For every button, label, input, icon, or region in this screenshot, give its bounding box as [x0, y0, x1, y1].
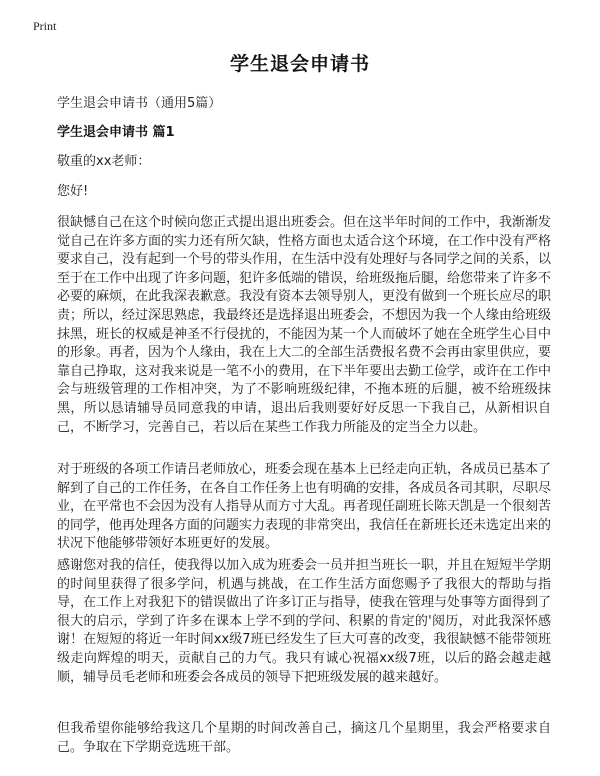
- document-title: 学生退会申请书: [229, 53, 370, 75]
- body-paragraph-4: 但我希望你能够给我这几个星期的时间改善自己，摘这几个星期里，我会严格要求自己。争取在下学期竞选班干部。: [57, 721, 551, 755]
- body-paragraph-1: 很缺憾自己在这个时候向您正式提出退出班委会。但在这半年时间的工作中，我渐渐发觉自己在许多方面的实力还有所欠缺，性格方面也太适合这个环境，在工作中没有严格要求自己，没有起到一个号的带头作用，在生活中没有处理好与各同学之间的关系，以至于在工作中出现了许多问题，犯许多低端的错误，给班级拖后腿，给您带来了许多不必要的麻烦，在此我深表歉意。我没有资本去领导别人，更没有做到一个班长应尽的职责；所以，经过深思熟虑，我最终还是选择退出班委会，不想因为我一个人缘由给班级抹黑，班长的权威是神圣不行侵扰的，不能因为某一个人而破坏了她在全班学生心目中的形象。再者，因为个人缘由，我在上大二的全部生活费报名费不会再由家里供应，要靠自己挣取，这对我来说是一笔不小的费用，在下半年要出去勤工俭学，或许在工作中会与班级管理的工作相冲突，为了不影响班级纪律，不拖本班的后腿，被不给班级抹黑，所以恳请辅导员同意我的申请，退出后我则要好好反思一下我自己，从新相识自己，不断学习，完善自己，若以后在某些工作我力所能及的定当全力以赴。: [57, 215, 552, 435]
- document-subtitle: 学生退会申请书（通用5篇）: [57, 96, 222, 111]
- greeting: 您好!: [57, 184, 89, 199]
- salutation: 敬重的xx老师：: [57, 154, 151, 169]
- section-heading: 学生退会申请书 篇1: [57, 125, 175, 140]
- body-paragraph-2: 对于班级的各项工作请吕老师放心，班委会现在基本上已经走向正轨，各成员已基本了解到了自己的工作任务，在各自工作任务上也有明确的安排，各成员各司其职，尽职尽业，在平常也不会因为没有人指导从而方寸大乱。再者现任副班长陈天凯是一个很刻苦的同学，他再处理各方面的问题实力表现的非常突出，我信任在新班长还未选定出来的状况下他能够带领好本班更好的发展。: [57, 462, 552, 552]
- body-paragraph-3: 感谢您对我的信任，使我得以加入成为班委会一员并担当班长一职，并且在短短半学期的时间里获得了很多学问，机遇与挑战，在工作生活方面您赐予了我很大的帮助与指导，在工作上对我犯下的错误做出了许多订正与指导，使我在管理与处事等方面得到了很大的启示，学到了许多在课本上学不到的学问、积累的肯定的'阅历，对此我深怀感谢！在短短的将近一年时间xx级7班已经发生了巨大可喜的改变，我很缺憾不能带领班级走向辉煌的明天，贡献自己的力气。我只有诚心祝福xx级7班，以后的路会越走越顺，辅导员毛老师和班委会各成员的领导下把班级发展的越来越好。: [57, 558, 552, 685]
- print-label: Print: [33, 19, 57, 33]
